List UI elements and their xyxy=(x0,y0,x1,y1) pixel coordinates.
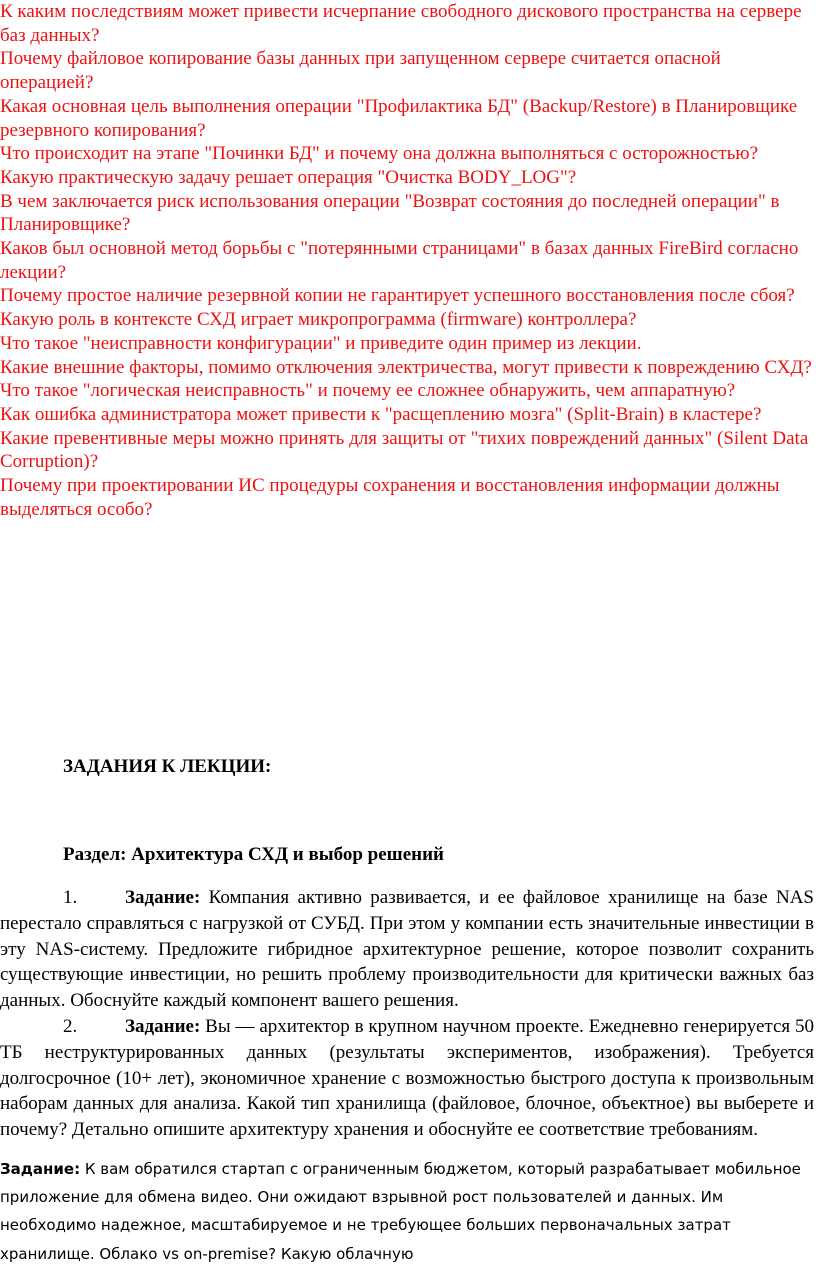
task-list xyxy=(0,885,814,1143)
lecture-tasks-heading: ЗАДАНИЯ К ЛЕКЦИИ: xyxy=(63,756,272,777)
task-item xyxy=(0,885,814,1014)
task-label: Задание: xyxy=(125,1015,201,1037)
question-1: К каким последствиям может привести исчерпание свободного дискового пространства на сервере баз данных? xyxy=(0,1,802,46)
question-14: Какие превентивные меры можно принять для защиты от "тихих повреждений данных" (Silent Data Corruption)? xyxy=(0,427,809,473)
question-15: Почему при проектировании ИС процедуры сохранения и восстановления информации должны выделяться особо? xyxy=(0,475,780,520)
question-7: Каков был основной метод борьбы с "потерянными страницами" в базах данных FireBird согласно лекции? xyxy=(0,238,799,283)
question-10: Что такое "неисправности конфигурации" и приведите один пример из лекции. xyxy=(0,332,642,354)
question-list xyxy=(0,0,814,521)
section-title: Раздел: Архитектура СХД и выбор решений xyxy=(63,844,444,865)
question-12: Что такое "логическая неисправность" и почему ее сложнее обнаружить, чем аппаратную? xyxy=(0,380,736,402)
question-6: В чем заключается риск использования операции "Возврат состояния до последней операции" в Планировщике? xyxy=(0,190,780,236)
question-2: Почему файловое копирование базы данных при запущенном сервере считается опасной операцией? xyxy=(0,48,721,94)
task-item xyxy=(0,1014,814,1143)
task-label: Задание: xyxy=(125,887,201,908)
task-item-startup xyxy=(0,1155,814,1268)
task-text: К вам обратился стартап с ограниченным бюджетом, который разрабатывает мобильное приложение для обмена видео. Они ожидают взрывной рост пользователей и данных. Им необходимо надежное, масштабируемое и не требующее больших первоначальных затрат хранилище. Облако vs on-premise? Какую облачную xyxy=(0,1160,801,1263)
task-text: Компания активно развивается, и ее файловое хранилище на базе NAS перестало справляться с нагрузкой от СУБД. При этом у компании есть значительные инвестиции в эту NAS-систему. Предложите гибридное архитектурное решение, которое позволит сохранить существующие инвестиции, но решить проблему производительности для критически важных баз данных. Обоснуйте каждый компонент вашего решения. xyxy=(0,887,814,1012)
question-11: Какие внешние факторы, помимо отключения электричества, могут привести к повреждению СХД? xyxy=(0,356,812,378)
task-number: 1. xyxy=(63,887,78,908)
question-3: Какая основная цель выполнения операции "Профилактика БД" (Backup/Restore) в Планировщике резервного копирования? xyxy=(0,95,798,141)
question-4: Что происходит на этапе "Починки БД" и почему она должна выполняться с осторожностью? xyxy=(0,143,759,165)
task-text: Вы — архитектор в крупном научном проекте. Ежедневно генерируется 50 ТБ неструктурированных данных (результаты экспериментов, изображения). Требуется долгосрочное (10+ лет), экономичное хранение с возможностью быстрого доступа к произвольным наборам данных для анализа. Какой тип хранилища (файловое, блочное, объектное) вы выберете и почему? Детально опишите архитектуру хранения и обоснуйте ее соответствие требованиям. xyxy=(0,1015,814,1141)
question-8: Почему простое наличие резервной копии не гарантирует успешного восстановления после сбоя? xyxy=(0,285,795,307)
task-label: Задание: xyxy=(0,1160,81,1178)
task-number: 2. xyxy=(63,1015,78,1037)
question-13: Как ошибка администратора может привести к "расщеплению мозга" (Split-Brain) в кластере? xyxy=(0,403,762,425)
question-9: Какую роль в контексте СХД играет микропрограмма (firmware) контроллера? xyxy=(0,309,637,331)
question-5: Какую практическую задачу решает операция "Очистка BODY_LOG"? xyxy=(0,166,577,188)
